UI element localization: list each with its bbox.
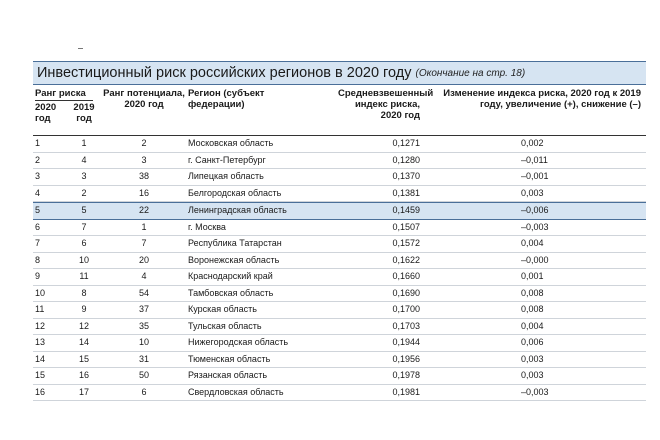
header-index-change: Изменение индекса риска, 2020 год к 2019 году, увеличение (+), снижение (–): [443, 88, 641, 110]
cell-potential-rank: 54: [138, 287, 149, 298]
cell-risk-index: 0,1690: [392, 287, 420, 298]
cell-potential-rank: 37: [138, 304, 149, 314]
cell-risk-index: 0,1459: [392, 205, 420, 215]
cell-rank-2020: 10: [35, 287, 46, 298]
table-row: [33, 352, 646, 369]
cell-rank-2020: 1: [35, 138, 41, 148]
cell-potential-rank: 4: [141, 271, 147, 281]
cell-potential-rank: 35: [138, 320, 149, 331]
cell-rank-2019: 2: [81, 187, 87, 198]
cell-risk-index: 0,1381: [392, 187, 420, 198]
cell-region: Нижегородская область: [188, 337, 289, 347]
cell-index-change: 0,003: [521, 187, 544, 198]
cell-index-change: –0,001: [521, 171, 549, 181]
cell-rank-2020: 11: [35, 304, 45, 314]
cell-rank-2020: 12: [35, 320, 46, 331]
cell-potential-rank: 16: [138, 187, 149, 198]
cell-potential-rank: 2: [141, 138, 147, 148]
cell-rank-2019: 8: [81, 287, 87, 298]
cell-region: Краснодарский край: [188, 271, 273, 281]
cell-index-change: –0,003: [521, 386, 549, 397]
cell-region: Воронежская область: [188, 254, 280, 265]
cell-potential-rank: 38: [138, 171, 149, 181]
cell-index-change: –0,011: [521, 154, 548, 165]
cell-rank-2019: 14: [78, 337, 89, 347]
table-header: [33, 85, 646, 136]
cell-rank-2020: 16: [35, 386, 46, 397]
cell-potential-rank: 6: [141, 386, 147, 397]
cell-risk-index: 0,1956: [392, 353, 420, 364]
cell-rank-2019: 11: [79, 271, 89, 281]
cell-rank-2019: 15: [78, 353, 89, 364]
cell-index-change: 0,002: [521, 138, 544, 148]
cell-index-change: 0,008: [521, 304, 544, 314]
cell-index-change: 0,003: [521, 353, 544, 364]
table-row: [33, 385, 646, 402]
cell-rank-2019: 9: [81, 304, 87, 314]
risk-table-document: [33, 61, 646, 401]
table-row: [33, 253, 646, 270]
table-row: [33, 269, 646, 286]
table-row: [33, 186, 646, 203]
table-body: [33, 136, 646, 401]
cell-region: Тюменская область: [188, 353, 271, 364]
cell-index-change: 0,003: [521, 370, 544, 380]
cell-risk-index: 0,1507: [392, 221, 420, 232]
cell-region: Липецкая область: [188, 171, 264, 181]
cell-region: Республика Татарстан: [188, 238, 282, 248]
cell-risk-index: 0,1981: [392, 386, 420, 397]
cell-rank-2019: 10: [78, 254, 89, 265]
cell-region: Свердловская область: [188, 386, 284, 397]
header-potential-rank: Ранг потенциала, 2020 год: [103, 88, 185, 110]
cell-rank-2020: 13: [35, 337, 46, 347]
cell-rank-2019: 1: [81, 138, 87, 148]
cell-rank-2019: 17: [78, 386, 89, 397]
cell-index-change: –0,000: [521, 254, 549, 265]
table-title-bar: [33, 61, 646, 85]
cell-potential-rank: 10: [138, 337, 149, 347]
cell-index-change: 0,008: [521, 287, 544, 298]
cell-potential-rank: 20: [138, 254, 149, 265]
cell-risk-index: 0,1700: [392, 304, 420, 314]
cell-region: Ленинградская область: [188, 205, 287, 215]
cell-risk-index: 0,1978: [392, 370, 420, 380]
table-row: [33, 202, 646, 220]
cell-index-change: 0,004: [521, 238, 544, 248]
table-row: [33, 302, 646, 319]
cell-region: Тульская область: [188, 320, 262, 331]
header-region: Регион (субъект федерации): [188, 88, 265, 110]
cell-region: Рязанская область: [188, 370, 268, 380]
cell-rank-2020: 6: [35, 221, 41, 232]
cell-risk-index: 0,1622: [392, 254, 420, 265]
table-row: [33, 136, 646, 153]
cell-index-change: –0,003: [521, 221, 549, 232]
cell-region: г. Москва: [188, 221, 226, 232]
table-title: Инвестиционный риск российских регионов в 2020 году: [37, 65, 412, 81]
cell-region: Тамбовская область: [188, 287, 274, 298]
table-row: [33, 368, 646, 385]
cell-rank-2020: 15: [35, 370, 46, 380]
cell-region: Московская область: [188, 138, 274, 148]
table-row: [33, 220, 646, 237]
cell-risk-index: 0,1572: [392, 238, 420, 248]
table-continuation-note: (Окончание на стр. 18): [415, 67, 526, 79]
table-row: [33, 319, 646, 336]
cell-rank-2020: 14: [35, 353, 46, 364]
cell-index-change: 0,006: [521, 337, 544, 347]
cell-rank-2020: 9: [35, 271, 41, 281]
table-row: [33, 335, 646, 352]
cell-rank-2019: 7: [81, 221, 87, 232]
header-risk-rank: Ранг риска: [35, 88, 93, 101]
cell-risk-index: 0,1280: [392, 154, 420, 165]
cell-potential-rank: 50: [138, 370, 149, 380]
cell-rank-2020: 2: [35, 154, 41, 165]
cell-region: Курская область: [188, 304, 257, 314]
cell-rank-2019: 4: [81, 154, 87, 165]
cell-potential-rank: 22: [138, 205, 149, 215]
header-weighted-index: Средневзвешенный индекс риска, 2020 год: [338, 88, 434, 121]
cell-risk-index: 0,1944: [392, 337, 420, 347]
cell-risk-index: 0,1370: [392, 171, 420, 181]
cell-index-change: 0,004: [521, 320, 544, 331]
cell-rank-2019: 12: [78, 320, 89, 331]
cell-rank-2019: 16: [78, 370, 89, 380]
cell-rank-2020: 8: [35, 254, 41, 265]
cell-rank-2020: 3: [35, 171, 41, 181]
header-year-2019: 2019 год: [73, 102, 95, 124]
cell-rank-2020: 5: [35, 205, 41, 215]
cell-potential-rank: 3: [141, 154, 147, 165]
cell-index-change: –0,006: [521, 205, 549, 215]
cell-rank-2020: 4: [35, 187, 41, 198]
cell-rank-2019: 3: [81, 171, 87, 181]
cell-risk-index: 0,1271: [392, 138, 420, 148]
table-row: [33, 169, 646, 186]
header-year-2020: 2020 год: [35, 102, 57, 124]
table-row: [33, 286, 646, 303]
cell-rank-2020: 7: [35, 238, 41, 248]
cell-potential-rank: 31: [138, 353, 149, 364]
cell-rank-2019: 5: [81, 205, 87, 215]
cell-potential-rank: 7: [141, 238, 147, 248]
cell-index-change: 0,001: [521, 271, 544, 281]
table-row: [33, 236, 646, 253]
cell-risk-index: 0,1703: [392, 320, 420, 331]
page-mark: [78, 48, 83, 49]
cell-rank-2019: 6: [81, 238, 87, 248]
cell-risk-index: 0,1660: [392, 271, 420, 281]
cell-potential-rank: 1: [141, 221, 147, 232]
table-row: [33, 153, 646, 170]
cell-region: г. Санкт-Петербург: [188, 154, 266, 165]
cell-region: Белгородская область: [188, 187, 282, 198]
